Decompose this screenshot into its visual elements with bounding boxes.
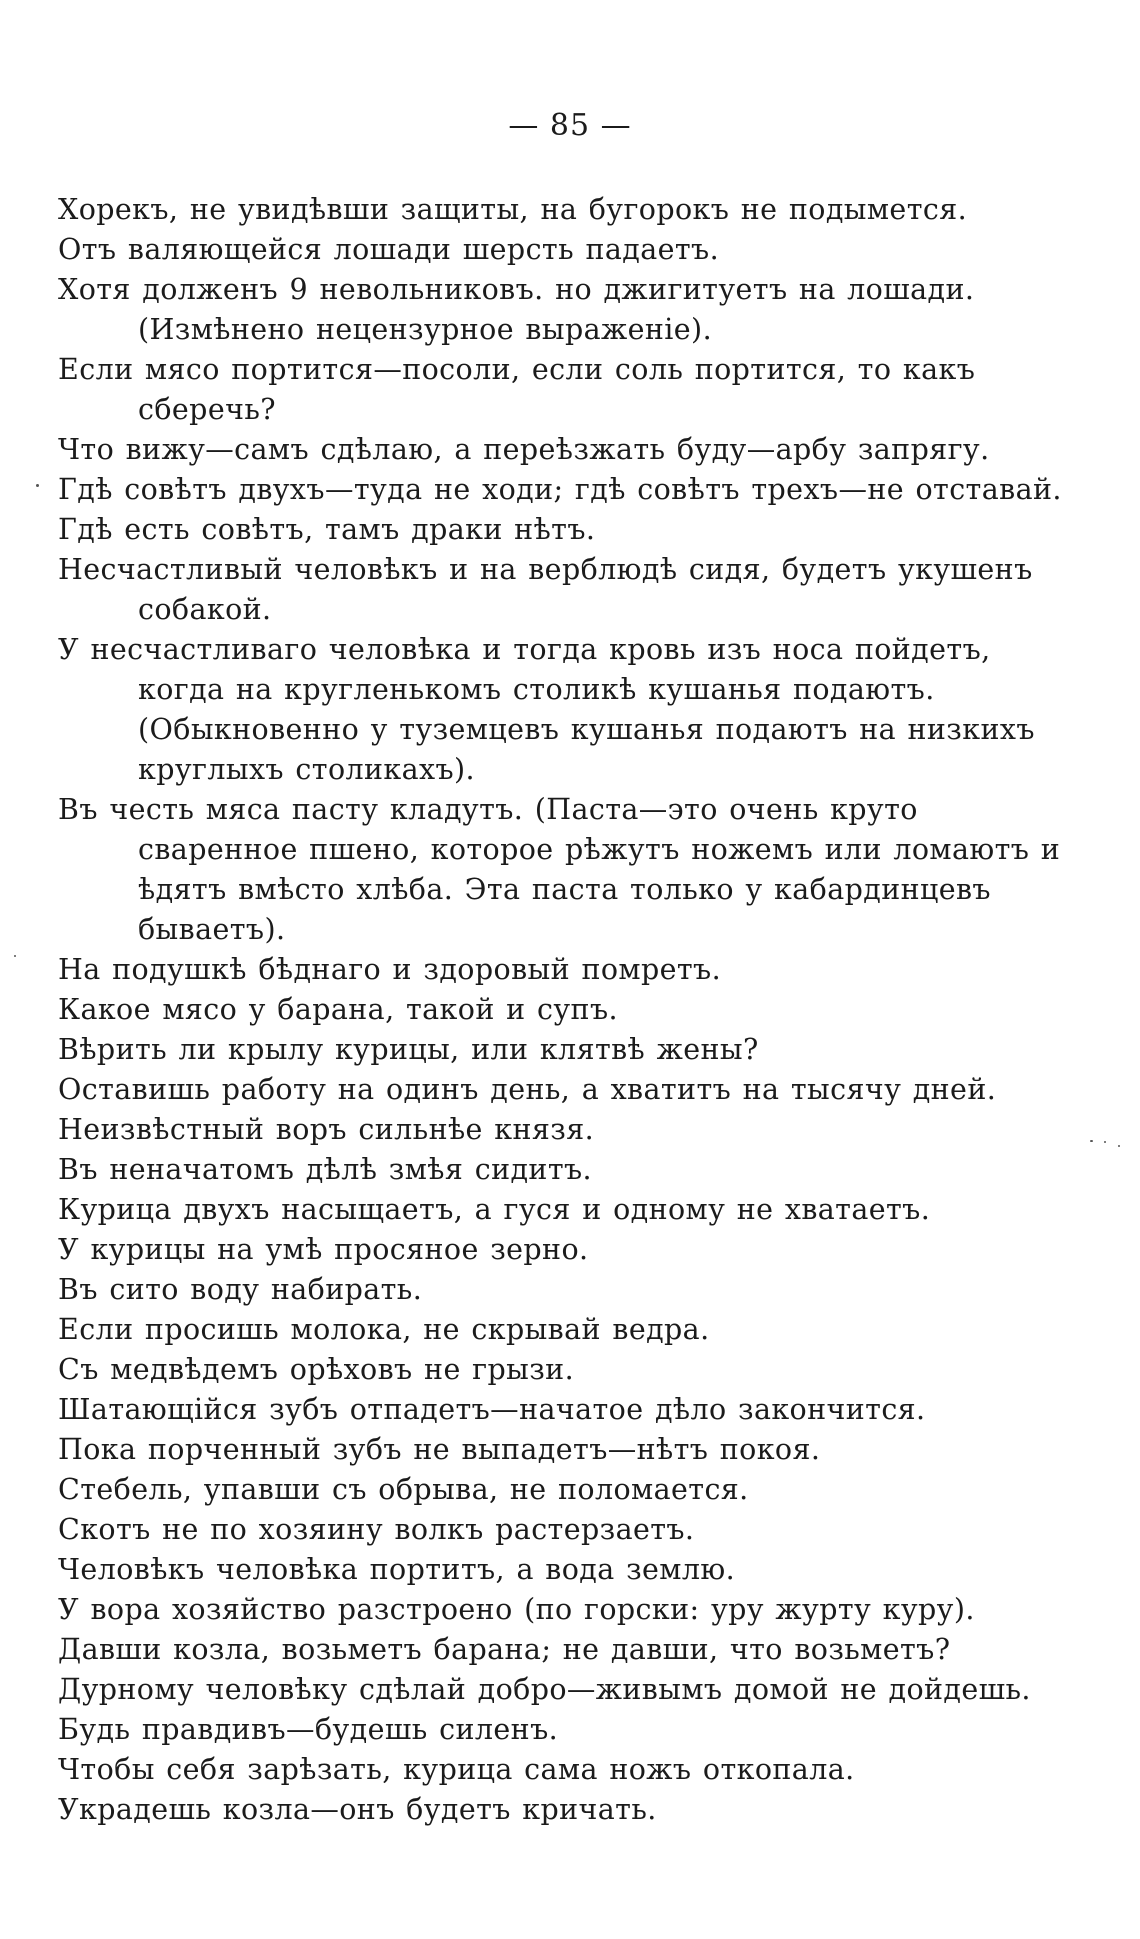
page-number: — 85 — xyxy=(508,108,632,143)
proverb-list xyxy=(58,190,1078,1830)
proverb-line: Будь правдивъ—будешь силенъ. xyxy=(58,1713,559,1746)
print-speck xyxy=(1104,1141,1106,1143)
proverb-line: Несчастливый человѣкъ и на верблюдѣ сидя, будетъ укушенъ собакой. xyxy=(58,553,1033,626)
print-speck xyxy=(1118,1145,1120,1147)
proverb-line: Въ честь мяса пасту кладутъ. (Паста—это очень круто сваренное пшено, которое рѣжутъ ножемъ или ломаютъ и ѣдятъ вмѣсто хлѣба. Эта паста только у кабардинцевъ бываетъ). xyxy=(58,793,1061,946)
proverb-line: Человѣкъ человѣка портитъ, а вода землю. xyxy=(58,1553,736,1586)
proverb-line: Что вижу—самъ сдѣлаю, а переѣзжать буду—арбу запрягу. xyxy=(58,433,990,466)
proverb-line: Оставишь работу на одинъ день, а хватитъ на тысячу дней. xyxy=(58,1073,997,1106)
proverb-line: Какое мясо у барана, такой и супъ. xyxy=(58,993,618,1026)
proverb-line: Въ сито воду набирать. xyxy=(58,1273,423,1306)
proverb-line: На подушкѣ бѣднаго и здоровый помретъ. xyxy=(58,953,722,986)
proverb-line: Хорекъ, не увидѣвши защиты, на бугорокъ не подымется. xyxy=(58,193,968,226)
proverb-line: Шатающійся зубъ отпадетъ—начатое дѣло закончится. xyxy=(58,1393,926,1426)
proverb-line: Украдешь козла—онъ будетъ кричать. xyxy=(58,1793,657,1826)
print-speck xyxy=(14,955,16,957)
proverb-line: Скотъ не по хозяину волкъ растерзаетъ. xyxy=(58,1513,695,1546)
proverb-line: Гдѣ совѣтъ двухъ—туда не ходи; гдѣ совѣтъ трехъ—не отставай. xyxy=(58,473,1062,506)
proverb-line: У курицы на умѣ просяное зерно. xyxy=(58,1233,589,1266)
print-speck xyxy=(36,484,39,487)
proverb-line: Пока порченный зубъ не выпадетъ—нѣтъ покоя. xyxy=(58,1433,821,1466)
proverb-line: Чтобы себя зарѣзать, курица сама ножъ откопала. xyxy=(58,1753,855,1786)
proverb-line: Вѣрить ли крылу курицы, или клятвѣ жены? xyxy=(58,1033,759,1066)
proverb-line: Давши козла, возьметъ барана; не давши, что возьметъ? xyxy=(58,1633,951,1666)
proverb-line: Хотя долженъ 9 невольниковъ. но джигитуетъ на лошади. (Измѣнено нецензурное выраженіе). xyxy=(58,273,975,346)
proverb-line: Если мясо портится—посоли, если соль портится, то какъ сберечь? xyxy=(58,353,976,426)
proverb-line: Съ медвѣдемъ орѣховъ не грызи. xyxy=(58,1353,575,1386)
proverb-line: Если просишь молока, не скрывай ведра. xyxy=(58,1313,710,1346)
proverb-line: Стебель, упавши съ обрыва, не поломается. xyxy=(58,1473,749,1506)
proverb-line: У вора хозяйство разстроено (по горски: уру журту куру). xyxy=(58,1593,975,1626)
proverb-line: Неизвѣстный воръ сильнѣе князя. xyxy=(58,1113,595,1146)
proverb-line: Въ неначатомъ дѣлѣ змѣя сидитъ. xyxy=(58,1153,592,1186)
proverb-line: У несчастливаго человѣка и тогда кровь изъ носа пойдетъ, когда на кругленькомъ столикѣ кушанья подаютъ. (Обыкновенно у туземцевъ кушанья подаютъ на низкихъ круглыхъ столикахъ). xyxy=(58,633,1035,786)
proverb-line: Дурному человѣку сдѣлай добро—живымъ домой не дойдешь. xyxy=(58,1673,1031,1706)
proverb-line: Курица двухъ насыщаетъ, а гуся и одному не хватаетъ. xyxy=(58,1193,931,1226)
proverb-line: Гдѣ есть совѣтъ, тамъ драки нѣтъ. xyxy=(58,513,596,546)
proverb-line: Отъ валяющейся лошади шерсть падаетъ. xyxy=(58,233,720,266)
print-speck xyxy=(1090,1140,1093,1142)
